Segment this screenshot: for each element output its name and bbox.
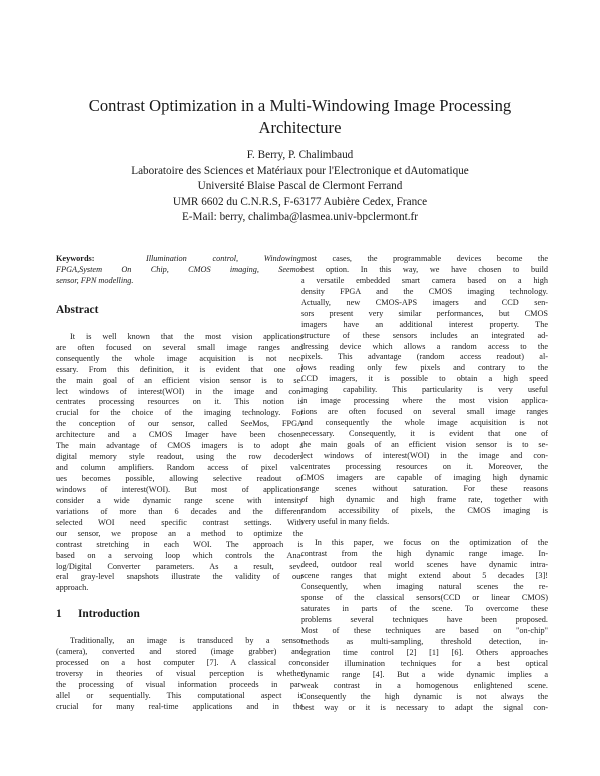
text-line: In this paper, we focus on the optimization of the: [315, 538, 548, 548]
text-line: range scenes without saturation. For these reasons: [301, 483, 548, 493]
text-line: and consequently the whole image acquisition is not: [301, 418, 548, 428]
keywords-label: Keywords:: [56, 254, 95, 263]
text-line: consequently the whole image acquisition is not nec-: [56, 353, 303, 363]
text-line: lect windows of interest(WOI) in the image and con-: [301, 450, 548, 460]
left-column: [56, 254, 303, 713]
text-line: Actually, new CMOS-APS imagers and CCD sen-: [301, 297, 548, 307]
text-line: architecture and a CMOS Imager have been chosen.: [56, 430, 303, 440]
text-line: of high dynamic and high frame rate, together with: [301, 494, 548, 504]
text-line: the main goal of an efficient vision sensor is to se-: [56, 375, 303, 385]
text-line: Traditionally, an image is transduced by a sensor: [70, 636, 303, 646]
affiliation-line: Laboratoire des Sciences et Matériaux pour l'Electronique et dAutomatique: [131, 164, 469, 177]
keywords-line: FPGA,System On Chip, CMOS imaging, Seemos: [56, 264, 303, 274]
text-line: are often focused on several small image ranges and: [56, 342, 303, 352]
text-line: saturates in parts of the scene. To overcome these: [301, 604, 548, 614]
affiliation-line: Université Blaise Pascal de Clermont Ferrand: [197, 180, 403, 193]
text-line: Consequently, when imaging natural scenes the re-: [301, 582, 548, 592]
text-line: dressing device which allows a random access to the: [301, 341, 548, 351]
text-line: our sensor, we propose an a method to optimize the: [56, 528, 303, 538]
author-block: [40, 148, 560, 226]
title-line: Architecture: [258, 118, 342, 137]
text-line: sponse of the classical sensors(CCD or linear CMOS): [301, 593, 548, 603]
abstract-body: [56, 332, 303, 595]
keywords-block: [56, 254, 303, 287]
introduction-body: [56, 636, 303, 713]
text-line: processed on a host computer [7]. A classical con-: [56, 658, 303, 668]
abstract-heading: Abstract: [56, 303, 99, 316]
text-line: random accessibility of pixels, the CMOS imaging is: [301, 505, 548, 515]
right-paragraph-2: [301, 538, 548, 713]
text-line: lows reading only few pixels and contrary to the: [301, 363, 548, 373]
text-line: centrates processing resources on it. This notion is: [56, 397, 303, 407]
text-line: The main advantage of CMOS imagers is to adopt a: [56, 441, 303, 451]
text-line: approach.: [56, 583, 89, 593]
text-line: methods as multi-sampling, threshold detection, in-: [301, 636, 548, 646]
text-line: best option. In this way, we have chosen to build: [301, 264, 548, 274]
text-line: log/Digital Converter parameters. As a result, sev-: [56, 561, 303, 571]
author-names: F. Berry, P. Chalimbaud: [246, 149, 354, 161]
text-line: the conception of our sensor, called SeeMos, FPGA: [56, 419, 303, 429]
text-line: centrates processing resources on it. Moreover, the: [301, 461, 548, 471]
text-line: CMOS imagers are capable of imaging high dynamic: [301, 472, 548, 482]
text-line: pixels. This advantage (random access readout) al-: [301, 352, 548, 362]
text-line: eral gray-level snapshots illustrate the validity of our: [56, 572, 303, 582]
text-line: imaging capability. This particularity is very useful: [301, 385, 548, 395]
text-line: tegration time control [2] [1] [6]. Others approaches: [301, 647, 548, 657]
text-line: lect windows of interest(WOI) in the image and con-: [56, 386, 303, 396]
text-line: imagers have an additional interest property. The: [301, 319, 548, 329]
text-line: selected WOI need specific contrast settings. With: [56, 517, 303, 527]
text-line: contrast from the high dynamic range image. In-: [301, 549, 548, 559]
keywords-text: Illumination control, Windowing,: [145, 254, 303, 263]
text-line: the processing of visual information proceeds in par-: [56, 680, 303, 690]
title-line: Contrast Optimization in a Multi-Windowing Image Processing: [88, 96, 512, 115]
text-line: CCD imagers, it is possible to obtain a high speed: [301, 374, 548, 384]
right-column: [301, 254, 548, 713]
text-line: scene ranges that might extend about 5 decades [3]!: [301, 571, 548, 581]
section-number: 1: [56, 608, 62, 621]
text-line: very useful in many fields.: [301, 516, 390, 526]
text-line: most cases, the programmable devices become the: [301, 254, 548, 263]
text-line: the main goals of an efficient vision sensor is to se-: [301, 439, 548, 449]
section-title: Introduction: [78, 608, 140, 621]
text-line: necessary. Consequently, it is evident that one of: [301, 429, 548, 438]
text-line: Consequently the high dynamic is not always the: [301, 691, 548, 701]
text-line: weak contrast in a homogenous enlightened scene.: [301, 680, 548, 690]
text-line: structure of these sensors includes an integrated ad-: [301, 330, 548, 340]
text-line: best way or it is necessary to adapt the signal con-: [301, 702, 548, 712]
text-line: digital memory style readout, using the row decoders: [56, 452, 303, 462]
text-line: consider a wide dynamic range scene with intensity: [56, 495, 303, 505]
text-line: in image processing where the most vision applica-: [301, 396, 548, 406]
keywords-line: [56, 254, 303, 265]
text-line: troversy in theories of visual perception is whether: [56, 669, 303, 679]
text-line: deed, outdoor real world scenes have dynamic intra-: [301, 560, 548, 570]
text-line: allel or sequentially. This computational aspect is: [56, 691, 303, 700]
text-line: crucial for many real-time applications and in the: [56, 701, 303, 711]
text-line: and column amplifiers. Random access of pixel val-: [56, 463, 303, 473]
text-line: tions are often focused on several small image ranges: [301, 407, 548, 417]
text-line: problems several techniques have been proposed.: [301, 615, 548, 624]
right-paragraph-1: [301, 254, 548, 527]
text-line: (camera), converted and stored (image grabber) and: [56, 647, 303, 657]
author-email: E-Mail: berry, chalimba@lasmea.univ-bpclermont.fr: [181, 211, 419, 224]
text-line: windows of interest(WOI). But most of applications: [56, 484, 303, 494]
text-line: density FPGA and the CMOS imaging technology.: [301, 286, 548, 296]
paper-title: [40, 95, 560, 139]
text-line: Most of these techniques are based on "on-chip": [301, 625, 548, 635]
text-line: a versatile embedded smart camera based on a high: [301, 275, 548, 285]
text-line: ues becomes possible, allowing selective readout of: [56, 474, 303, 483]
keywords-line: sensor, FPN modelling.: [56, 275, 134, 285]
text-line: crucial for the choice of the imaging technology. For: [56, 408, 303, 418]
text-line: consider illumination techniques for a best optical: [301, 658, 548, 668]
text-line: based on a servoing loop which controls the Ana-: [56, 550, 303, 560]
introduction-heading: [56, 607, 303, 621]
text-line: essary. From this definition, it is evident that one of: [56, 364, 303, 374]
text-line: variations of more than 6 decades and the different: [56, 506, 303, 516]
text-line: It is well known that the most vision applications: [70, 331, 303, 341]
text-line: sors present very similar performances, but CMOS: [301, 308, 548, 318]
text-line: dynamic range [4]. But a wide dynamic implies a: [301, 669, 548, 679]
text-line: contrast stretching in each WOI. The approach is: [56, 539, 303, 549]
affiliation-line: UMR 6602 du C.N.R.S, F-63177 Aubière Cedex, France: [172, 195, 428, 208]
